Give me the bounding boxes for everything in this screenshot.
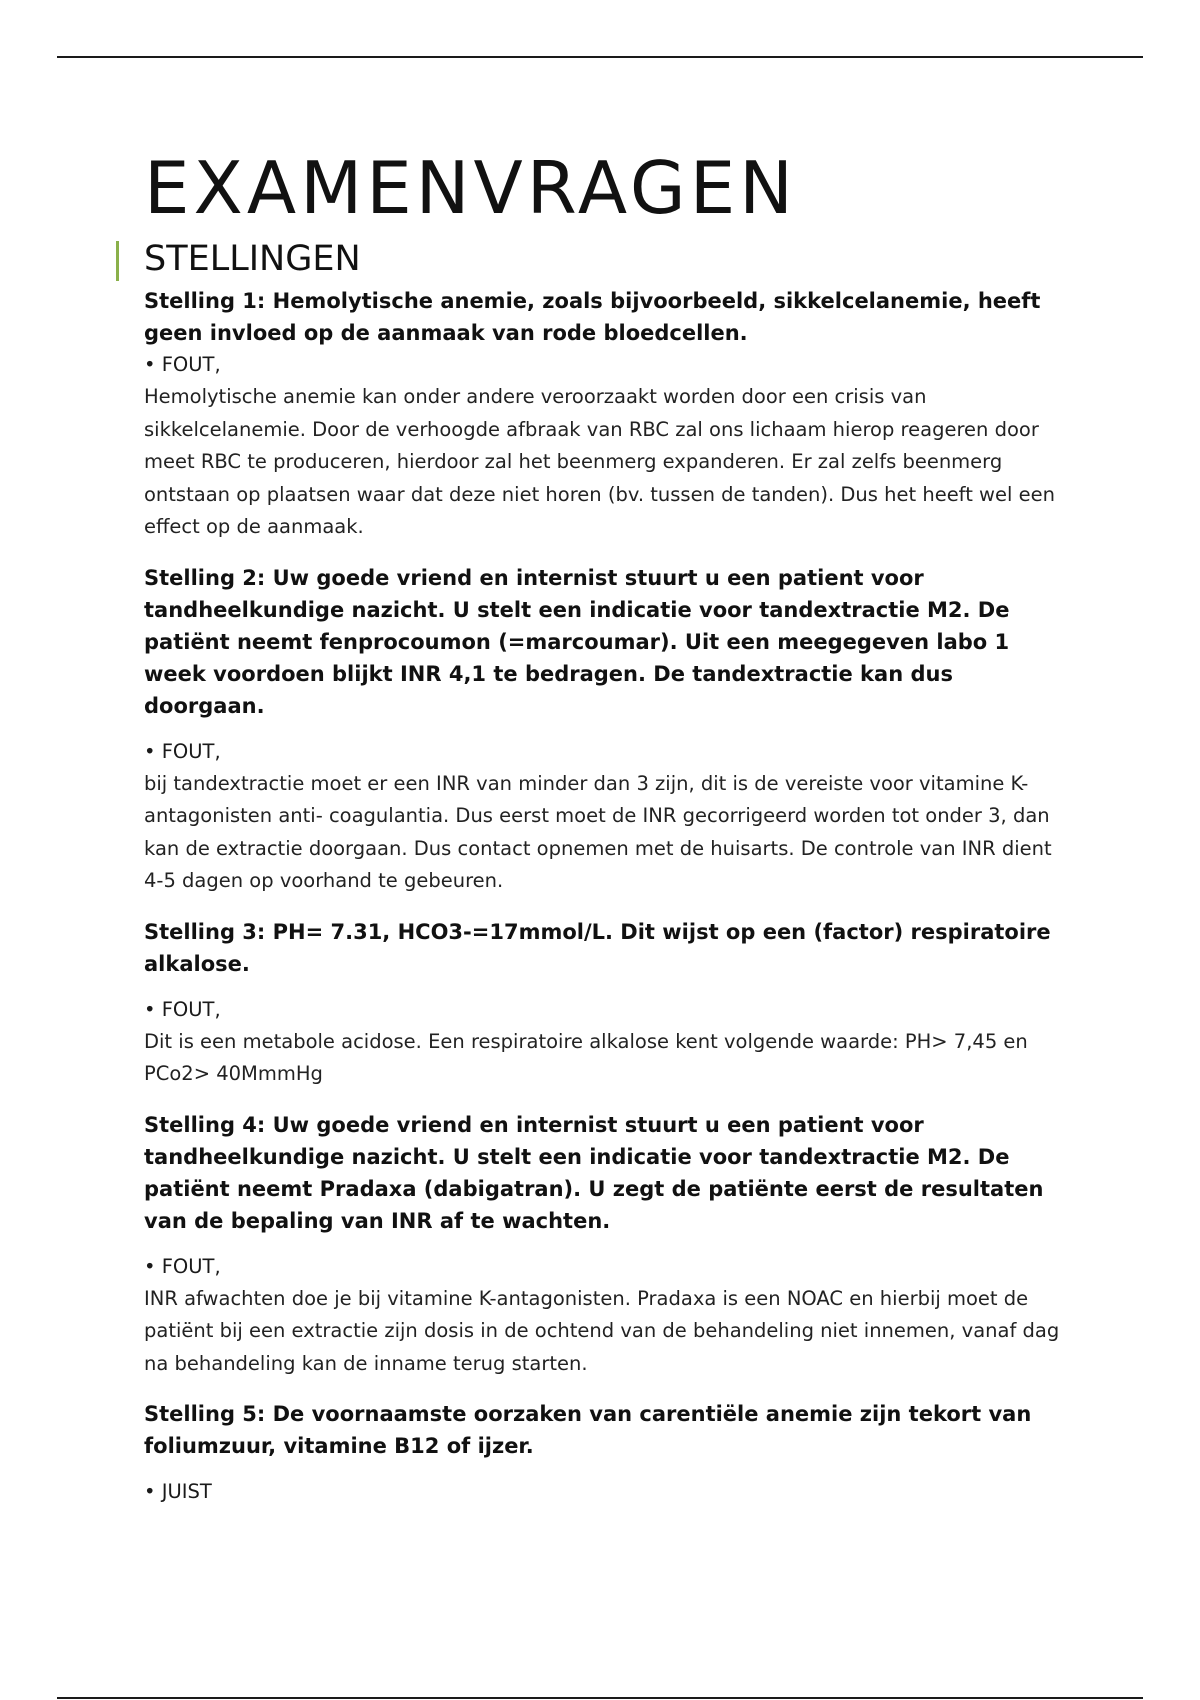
statement-verdict: • FOUT, [144, 997, 221, 1021]
bottom-rule [57, 1697, 1143, 1699]
section-heading [144, 237, 1074, 281]
statement-verdict: • FOUT, [144, 353, 221, 376]
page-title: EXAMENVRAGEN [144, 146, 798, 230]
statement-verdict: • FOUT, [144, 739, 221, 763]
section-accent-bar [116, 241, 119, 281]
statement-question: Stelling 5: De voornaamste oorzaken van carentiële anemie zijn tekort van foliumzuur, vitamine B12 of ijzer. [144, 1402, 1032, 1458]
section-heading-text: STELLINGEN [144, 239, 361, 279]
statement-explanation: bij tandextractie moet er een INR van minder dan 3 zijn, dit is de vereiste voor vitamine K-antagonisten anti- coagulantia. Dus eerst moet de INR gecorrigeerd worden tot onder 3, dan kan de extractie doorgaan. Dus contact opnemen met de huisarts. De controle van INR dient 4-5 dagen op voorhand te gebeuren. [144, 771, 1052, 892]
statement-question: Stelling 4: Uw goede vriend en internist stuurt u een patient voor tandheelkundige nazicht. U stelt een indicatie voor tandextractie M2. De patiënt neemt Pradaxa (dabigatran). U zegt de patiënte eerst de resultaten van de bepaling van INR af te wachten. [144, 1112, 1044, 1233]
statement-1 [144, 285, 1074, 544]
statement-explanation: INR afwachten doe je bij vitamine K-antagonisten. Pradaxa is een NOAC en hierbij moet de patiënt bij een extractie zijn dosis in de ochtend van de behandeling niet innemen, vanaf dag na behandeling kan de inname terug starten. [144, 1286, 1060, 1375]
statement-verdict: • JUIST [144, 1480, 212, 1503]
statement-question: Stelling 1: Hemolytische anemie, zoals bijvoorbeeld, sikkelcelanemie, heeft geen invloed op de aanmaak van rode bloedcellen. [144, 289, 1041, 345]
statement-explanation: Hemolytische anemie kan onder andere veroorzaakt worden door een crisis van sikkelcelanemie. Door de verhoogde afbraak van RBC zal ons lichaam hierop reageren door meet RBC te produceren, hierdoor zal het beenmerg expanderen. Er zal zelfs beenmerg ontstaan op plaatsen waar dat deze niet horen (bv. tussen de tanden). Dus het heeft wel een effect op de aanmaak. [144, 385, 1055, 538]
statement-verdict: • FOUT, [144, 1254, 221, 1278]
statement-5 [144, 1398, 1074, 1508]
statement-3 [144, 916, 1074, 1091]
top-rule [57, 56, 1143, 58]
statement-question: Stelling 2: Uw goede vriend en internist stuurt u een patient voor tandheelkundige nazicht. U stelt een indicatie voor tandextractie M2. De patiënt neemt fenprocoumon (=marcoumar). Uit een meegegeven labo 1 week voordoen blijkt INR 4,1 te bedragen. De tandextractie kan dus doorgaan. [144, 565, 1010, 718]
statement-2 [144, 562, 1074, 898]
statement-4 [144, 1109, 1074, 1381]
statement-question: Stelling 3: PH= 7.31, HCO3-=17mmol/L. Dit wijst op een (factor) respiratoire alkalose. [144, 919, 1051, 976]
statement-explanation: Dit is een metabole acidose. Een respiratoire alkalose kent volgende waarde: PH> 7,45 en PCo2> 40MmmHg [144, 1029, 1028, 1085]
document-body [144, 145, 1074, 1512]
